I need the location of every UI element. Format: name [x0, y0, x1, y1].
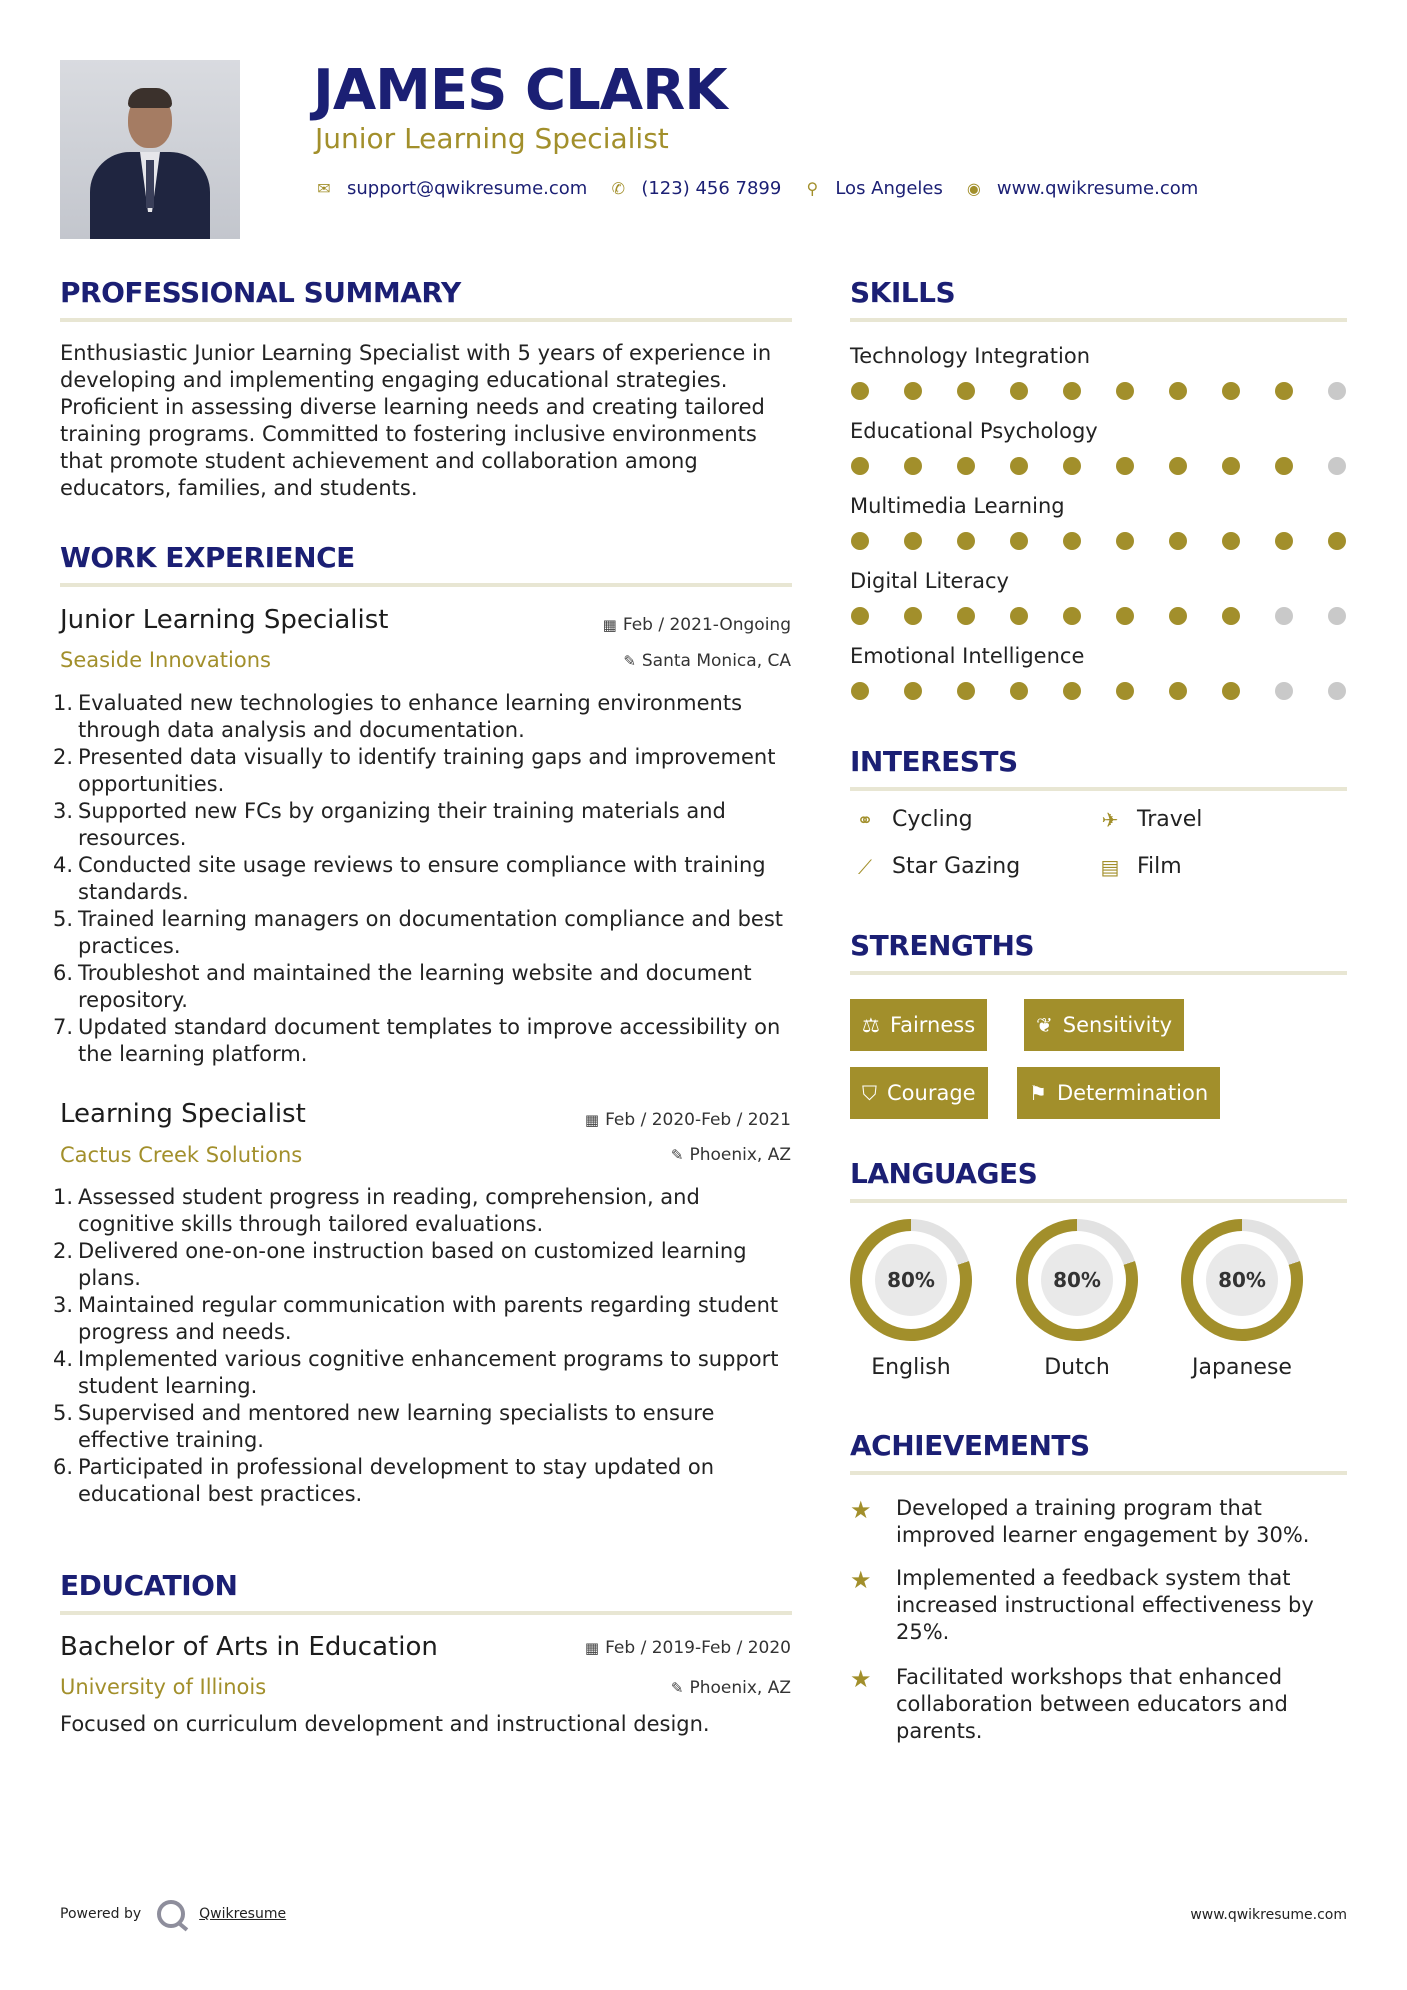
skill-dot: [957, 682, 975, 700]
skill-dot: [1010, 607, 1028, 625]
education-description: Focused on curriculum development and instructional design.: [60, 1712, 710, 1736]
skill-dot: [957, 382, 975, 400]
envelope-icon: ✉: [317, 179, 331, 198]
skill-dot: [1222, 382, 1240, 400]
map-pin-icon: ⚲: [806, 179, 819, 198]
languages-heading: LANGUAGES: [850, 1157, 1038, 1190]
job-company: Seaside Innovations: [60, 648, 271, 672]
skill-dot: [851, 682, 869, 700]
job-location: ✎ Santa Monica, CA: [623, 651, 791, 671]
skill-dot: [957, 532, 975, 550]
list-item: 2. Delivered one-on-one instruction based on customized learning plans.: [53, 1239, 747, 1290]
list-item: 6. Troubleshot and maintained the learning website and document repository.: [53, 961, 752, 1012]
skill-dot: [1169, 457, 1187, 475]
calendar-icon: ▦: [602, 616, 617, 634]
achievements-heading: ACHIEVEMENTS: [850, 1429, 1090, 1462]
skill-dot: [1116, 682, 1134, 700]
interest-item: ▤ Film: [1095, 854, 1182, 879]
skill-dot: [1063, 532, 1081, 550]
achievement-item: ★ Facilitated workshops that enhanced collaboration between educators and parents.: [850, 1665, 1288, 1743]
list-item: 3. Maintained regular communication with parents regarding student progress and needs.: [53, 1293, 779, 1344]
language-progress-ring: [1165, 1203, 1319, 1357]
interests-heading: INTERESTS: [850, 745, 1018, 778]
language-percent: 80%: [1041, 1244, 1113, 1316]
job-title: Junior Learning Specialist: [60, 605, 389, 635]
skill-name: Technology Integration: [850, 344, 1091, 368]
skill-dot: [904, 607, 922, 625]
list-item: 5. Supervised and mentored new learning specialists to ensure effective training.: [53, 1401, 715, 1452]
education-heading: EDUCATION: [60, 1569, 238, 1602]
skill-dot: [1328, 607, 1346, 625]
interest-item: ✈ Travel: [1095, 807, 1202, 832]
skills-heading: SKILLS: [850, 276, 956, 309]
contact-bar: [315, 178, 1220, 199]
qwikresume-logo-icon: [157, 1900, 185, 1928]
strength-badge: ⚖ Fairness: [850, 999, 987, 1051]
skill-rating: [851, 457, 1381, 475]
skill-dot: [904, 382, 922, 400]
list-item: 1. Evaluated new technologies to enhance learning environments through data analysis and documentation.: [53, 691, 743, 742]
list-item: 5. Trained learning managers on documentation compliance and best practices.: [53, 907, 783, 958]
summary-heading: PROFESSIONAL SUMMARY: [60, 276, 461, 309]
language-percent: 80%: [1206, 1244, 1278, 1316]
list-item: 7. Updated standard document templates to improve accessibility on the learning platform.: [53, 1015, 781, 1066]
skills-divider: [850, 318, 1347, 322]
shield-icon: ⛉: [862, 1081, 877, 1105]
school-name: University of Illinois: [60, 1675, 267, 1699]
skill-dot: [1328, 532, 1346, 550]
skill-rating: [851, 607, 1381, 625]
plane-icon: ✈: [1101, 807, 1119, 832]
achievements-divider: [850, 1471, 1347, 1475]
language-percent: 80%: [875, 1244, 947, 1316]
education-divider: [60, 1611, 792, 1615]
degree-title: Bachelor of Arts in Education: [60, 1632, 438, 1662]
list-item: 4. Implemented various cognitive enhancement programs to support student learning.: [53, 1347, 779, 1398]
skill-dot: [1116, 457, 1134, 475]
strength-badge: ⛉ Courage: [850, 1067, 988, 1119]
list-item: 3. Supported new FCs by organizing their training materials and resources.: [53, 799, 726, 850]
skill-dot: [1169, 607, 1187, 625]
job-dates: ▦ Feb / 2021-Ongoing: [602, 615, 791, 635]
skill-dot: [1169, 682, 1187, 700]
footer-website-link[interactable]: www.qwikresume.com: [1190, 1907, 1347, 1923]
skill-name: Emotional Intelligence: [850, 644, 1085, 668]
language-item: [1181, 1219, 1303, 1380]
contact-website[interactable]: ◉ www.qwikresume.com: [965, 178, 1198, 199]
scale-icon: ⚖: [862, 1013, 880, 1037]
job-location: ✎ Phoenix, AZ: [670, 1145, 791, 1165]
skill-dot: [1328, 382, 1346, 400]
summary-text: Enthusiastic Junior Learning Specialist with 5 years of experience in developing and implementing engaging educational strategies. Proficient in assessing diverse learning needs and creating tailored training programs. Committed to fostering inclusive environments that promote student achievement and collaboration among educators, families, and students.: [60, 341, 772, 500]
calendar-icon: ▦: [584, 1111, 600, 1129]
skill-dot: [851, 382, 869, 400]
skill-dot: [1116, 532, 1134, 550]
skill-dot: [1063, 457, 1081, 475]
job-duties: [53, 690, 800, 1068]
skill-rating: [851, 532, 1381, 550]
language-item: [1016, 1219, 1138, 1380]
calendar-icon: ▦: [584, 1639, 600, 1657]
skill-dot: [1275, 682, 1293, 700]
strengths-heading: STRENGTHS: [850, 929, 1035, 962]
language-name: Japanese: [1192, 1355, 1292, 1380]
skill-dot: [1063, 382, 1081, 400]
flag-icon: ⚑: [1029, 1081, 1047, 1105]
strengths-divider: [850, 971, 1347, 975]
skill-dot: [1116, 607, 1134, 625]
interest-item: ⟋ Star Gazing: [850, 854, 1020, 879]
strength-badge: ⚑ Determination: [1017, 1067, 1220, 1119]
skill-dot: [904, 457, 922, 475]
skill-dot: [1275, 607, 1293, 625]
skill-name: Educational Psychology: [850, 419, 1098, 443]
candidate-role: Junior Learning Specialist: [315, 122, 669, 155]
skill-name: Digital Literacy: [850, 569, 1009, 593]
skill-dot: [1275, 457, 1293, 475]
education-dates: ▦ Feb / 2019-Feb / 2020: [584, 1638, 791, 1658]
job-title: Learning Specialist: [60, 1099, 306, 1129]
skill-dot: [851, 532, 869, 550]
job-duties: [53, 1184, 800, 1508]
skill-dot: [1010, 382, 1028, 400]
skill-rating: [851, 682, 1381, 700]
skill-dot: [1063, 682, 1081, 700]
education-location: ✎ Phoenix, AZ: [670, 1678, 791, 1698]
languages-divider: [850, 1199, 1347, 1203]
job-dates: ▦ Feb / 2020-Feb / 2021: [584, 1110, 791, 1130]
language-name: Dutch: [1044, 1355, 1110, 1380]
pin-icon: ✎: [623, 652, 636, 670]
skill-dot: [1222, 682, 1240, 700]
candidate-name: JAMES CLARK: [313, 58, 727, 123]
skill-dot: [957, 607, 975, 625]
footer-powered-by: Powered by Qwikresume: [60, 1900, 286, 1928]
profile-photo: [60, 60, 240, 239]
skill-dot: [1328, 457, 1346, 475]
contact-location: ⚲ Los Angeles: [803, 178, 943, 199]
skill-dot: [851, 457, 869, 475]
job-company: Cactus Creek Solutions: [60, 1143, 303, 1167]
star-icon: ★: [850, 1665, 872, 1693]
skill-name: Multimedia Learning: [850, 494, 1065, 518]
leaf-icon: ❦: [1036, 1013, 1053, 1037]
strength-badge: ❦ Sensitivity: [1024, 999, 1184, 1051]
pin-icon: ✎: [670, 1679, 684, 1697]
skill-dot: [1063, 607, 1081, 625]
language-progress-ring: [834, 1203, 988, 1357]
contact-phone[interactable]: ✆ (123) 456 7899: [609, 178, 781, 199]
achievement-item: ★ Implemented a feedback system that increased instructional effectiveness by 25%.: [850, 1566, 1314, 1644]
skill-dot: [1275, 532, 1293, 550]
skill-dot: [1222, 457, 1240, 475]
work-divider: [60, 583, 792, 587]
interest-item: ⚭ Cycling: [850, 807, 973, 832]
skill-dot: [1116, 382, 1134, 400]
globe-icon: ◉: [966, 179, 981, 198]
skill-dot: [1010, 682, 1028, 700]
language-name: English: [871, 1355, 951, 1380]
skill-dot: [904, 532, 922, 550]
skill-dot: [1328, 682, 1346, 700]
language-progress-ring: [1000, 1203, 1154, 1357]
summary-divider: [60, 318, 792, 322]
skill-dot: [904, 682, 922, 700]
star-icon: ★: [850, 1496, 872, 1524]
skill-dot: [1222, 607, 1240, 625]
skill-dot: [1010, 457, 1028, 475]
skill-dot: [851, 607, 869, 625]
skill-dot: [1222, 532, 1240, 550]
telescope-icon: ⟋: [858, 854, 872, 879]
list-item: 4. Conducted site usage reviews to ensure compliance with training standards.: [53, 853, 766, 904]
footer-brand-link[interactable]: Qwikresume: [199, 1906, 287, 1922]
skill-dot: [1275, 382, 1293, 400]
film-icon: ▤: [1100, 854, 1120, 879]
language-item: [850, 1219, 972, 1380]
skill-dot: [1169, 382, 1187, 400]
phone-icon: ✆: [611, 179, 626, 198]
pin-icon: ✎: [670, 1146, 684, 1164]
achievement-item: ★ Developed a training program that improved learner engagement by 30%.: [850, 1496, 1310, 1547]
contact-email[interactable]: ✉ support@qwikresume.com: [315, 178, 587, 199]
skill-dot: [1169, 532, 1187, 550]
list-item: 2. Presented data visually to identify training gaps and improvement opportunities.: [53, 745, 776, 796]
skill-dot: [957, 457, 975, 475]
bicycle-icon: ⚭: [856, 807, 874, 832]
interests-divider: [850, 787, 1347, 791]
list-item: 6. Participated in professional development to stay updated on educational best practices.: [53, 1455, 715, 1506]
skill-rating: [851, 382, 1381, 400]
star-icon: ★: [850, 1566, 872, 1594]
skill-dot: [1010, 532, 1028, 550]
list-item: 1. Assessed student progress in reading, comprehension, and cognitive skills through tailored evaluations.: [53, 1185, 700, 1236]
work-heading: WORK EXPERIENCE: [60, 541, 355, 574]
